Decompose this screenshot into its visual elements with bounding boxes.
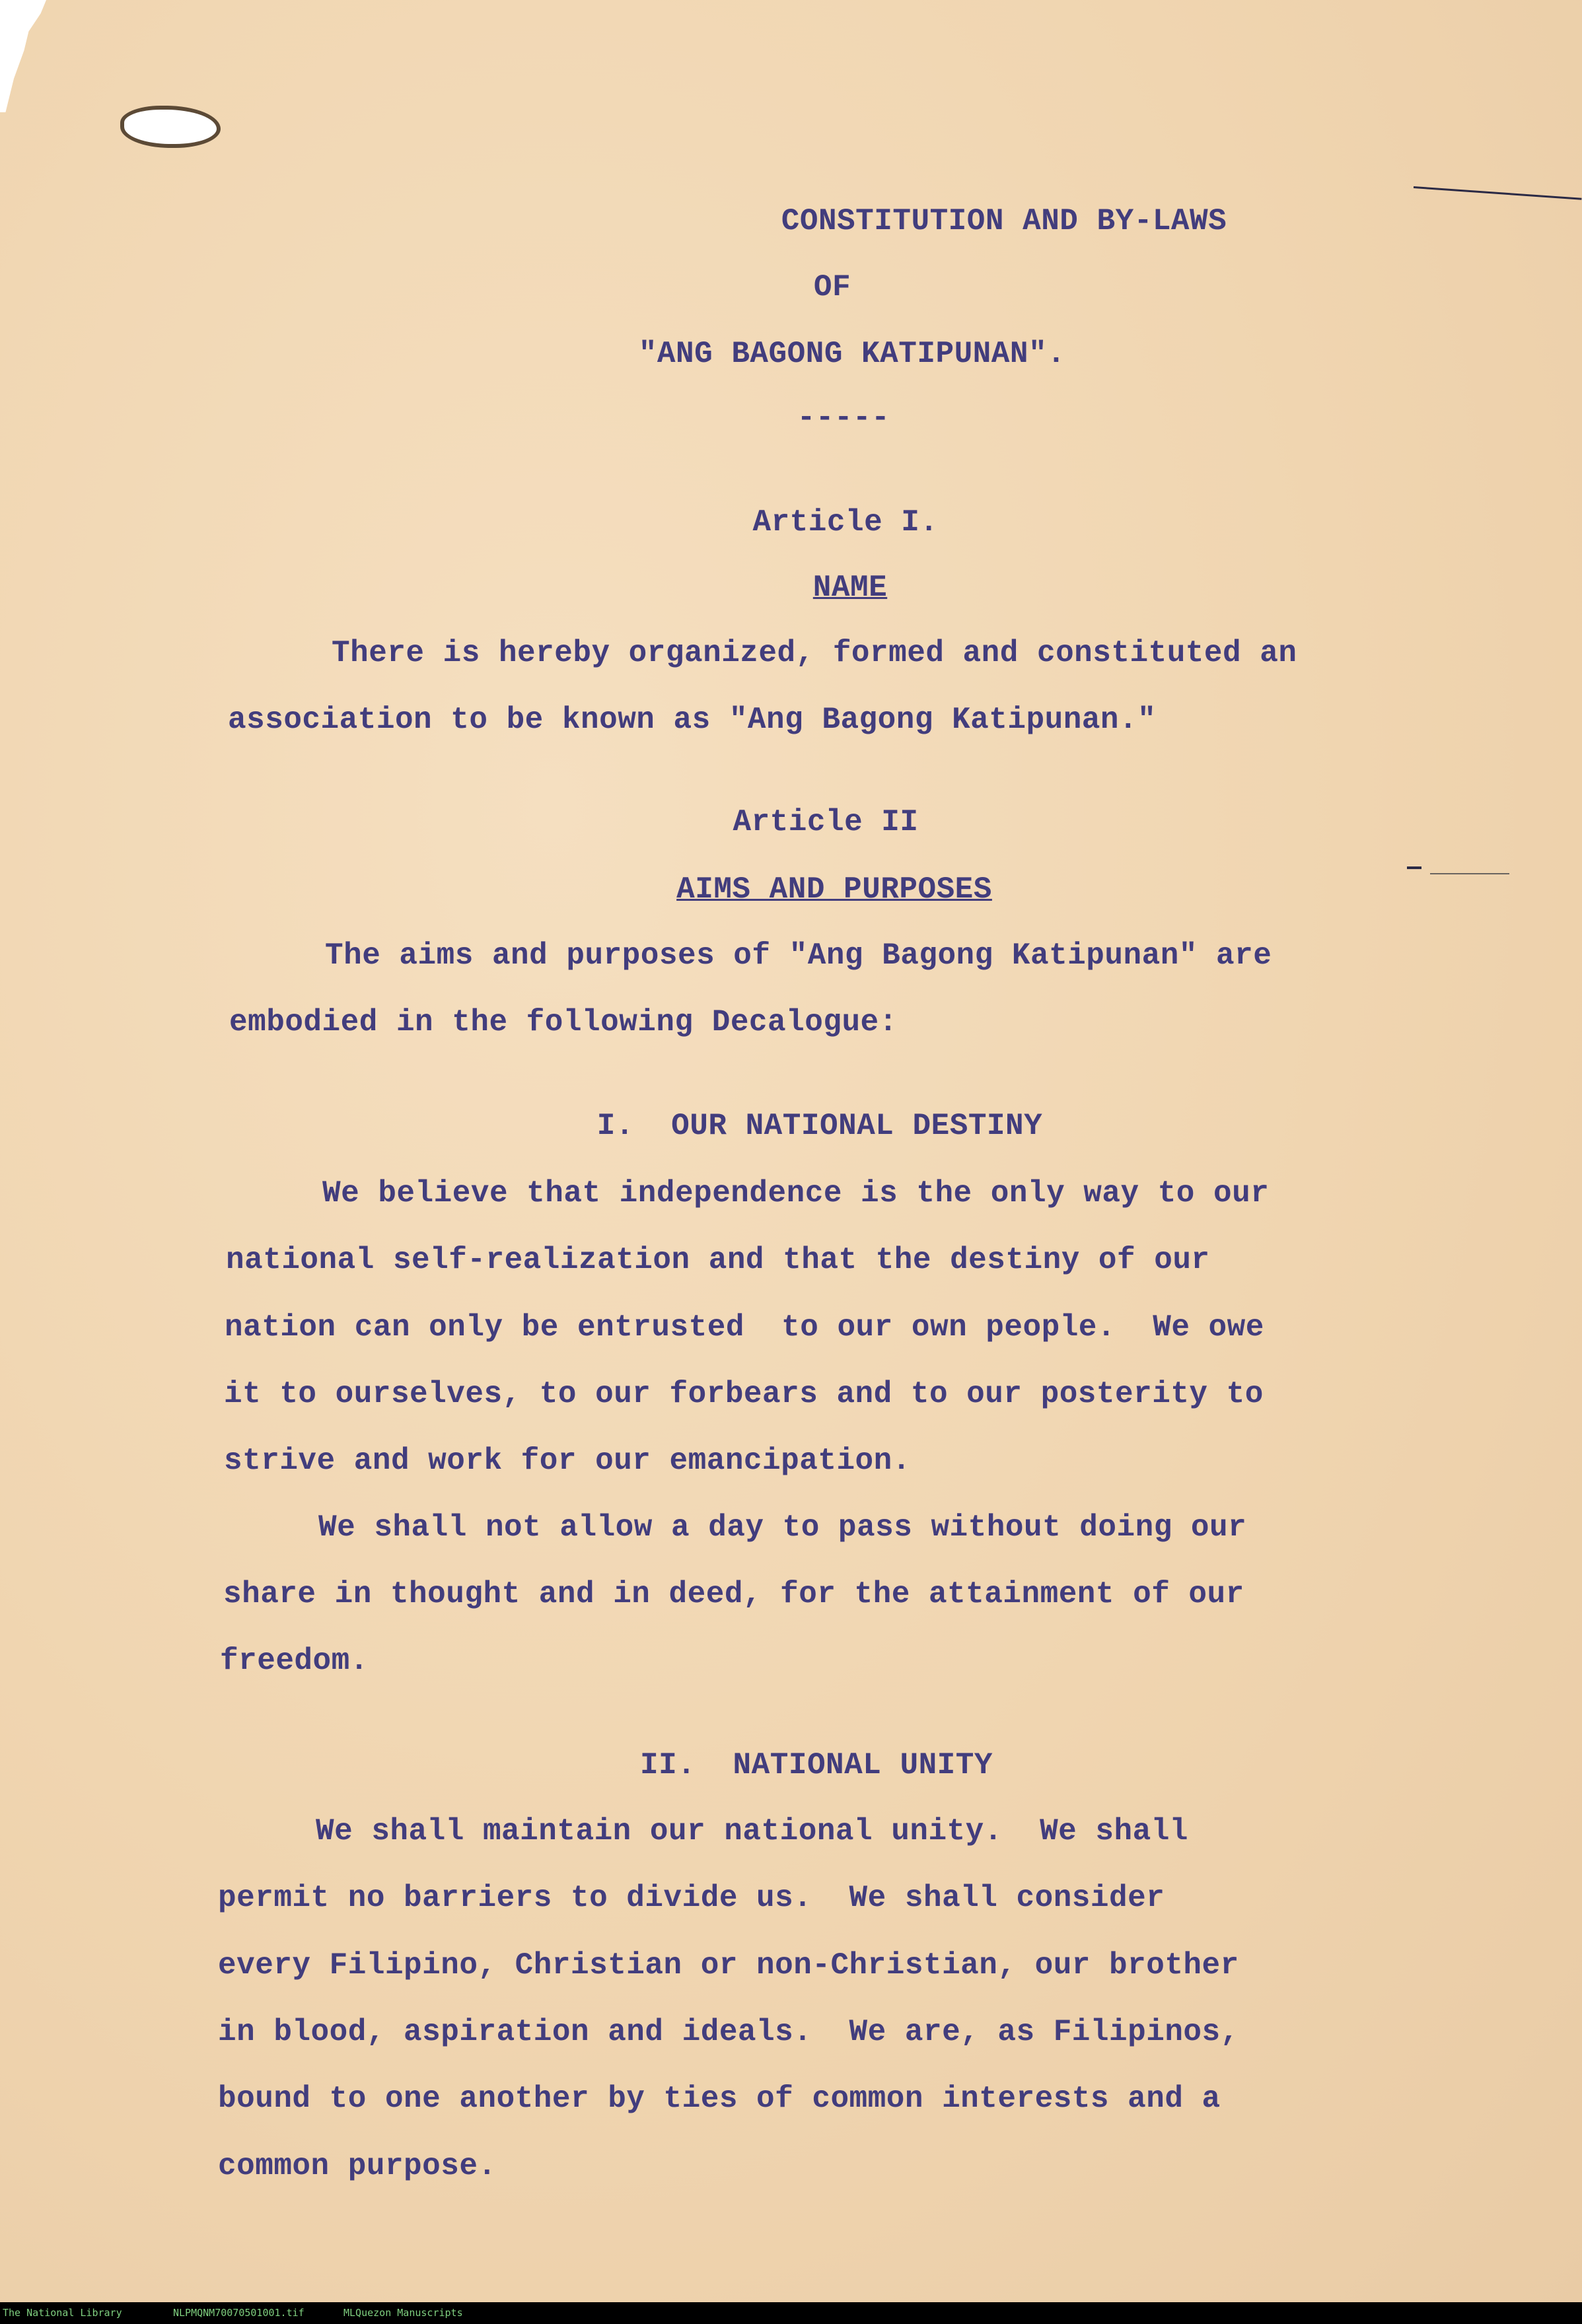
section1-line: nation can only be entrusted to our own people. We owe [225,1310,1264,1345]
section1-heading: I. OUR NATIONAL DESTINY [596,1109,1043,1143]
section1-line: strive and work for our emancipation. [224,1444,911,1478]
section2-line: every Filipino, Christian or non-Christian, our brother [218,1948,1239,1983]
pen-mark [1414,186,1582,200]
section2-line: in blood, aspiration and ideals. We are, as Filipinos, [218,2015,1239,2049]
article1-line: There is hereby organized, formed and constituted an [332,636,1297,670]
article2-heading: Article II [733,805,919,839]
pen-mark [1430,873,1509,874]
footer-collection: MLQuezon Manuscripts [343,2307,463,2319]
section1-line: national self-realization and that the destiny of our [226,1243,1210,1277]
torn-corner [0,0,46,112]
doc-title-line1: CONSTITUTION AND BY-LAWS [781,204,1227,238]
section1-line: it to ourselves, to our forbears and to our posterity to [224,1377,1264,1411]
archive-footer-bar [0,2302,1582,2324]
title-divider: ----- [797,401,890,435]
section2-line: We shall maintain our national unity. We shall [316,1814,1188,1849]
section1-line: share in thought and in deed, for the attainment of our [223,1577,1244,1611]
section2-line: permit no barriers to divide us. We shall consider [218,1881,1165,1915]
doc-title-line3: "ANG BAGONG KATIPUNAN". [638,337,1066,371]
article2-subheading: AIMS AND PURPOSES [676,872,992,907]
section2-line: common purpose. [218,2149,497,2183]
article2-line: The aims and purposes of "Ang Bagong Katipunan" are [325,938,1272,973]
article1-subheading: NAME [812,571,888,605]
footer-library: The National Library [3,2307,122,2319]
section1-line: We believe that independence is the only way to our [322,1176,1270,1211]
article2-line: embodied in the following Decalogue: [229,1005,898,1039]
section1-line: We shall not allow a day to pass without doing our [318,1510,1247,1545]
section2-line: bound to one another by ties of common interests and a [218,2082,1221,2116]
paper-hole [120,106,221,148]
article1-heading: Article I. [752,505,939,540]
article1-line: association to be known as "Ang Bagong Katipunan." [228,703,1157,737]
pen-mark [1407,866,1421,869]
footer-filename: NLPMQNM70070501001.tif [173,2307,305,2319]
doc-title-line2: OF [813,270,851,304]
section2-heading: II. NATIONAL UNITY [640,1748,993,1782]
section1-line: freedom. [220,1644,369,1678]
